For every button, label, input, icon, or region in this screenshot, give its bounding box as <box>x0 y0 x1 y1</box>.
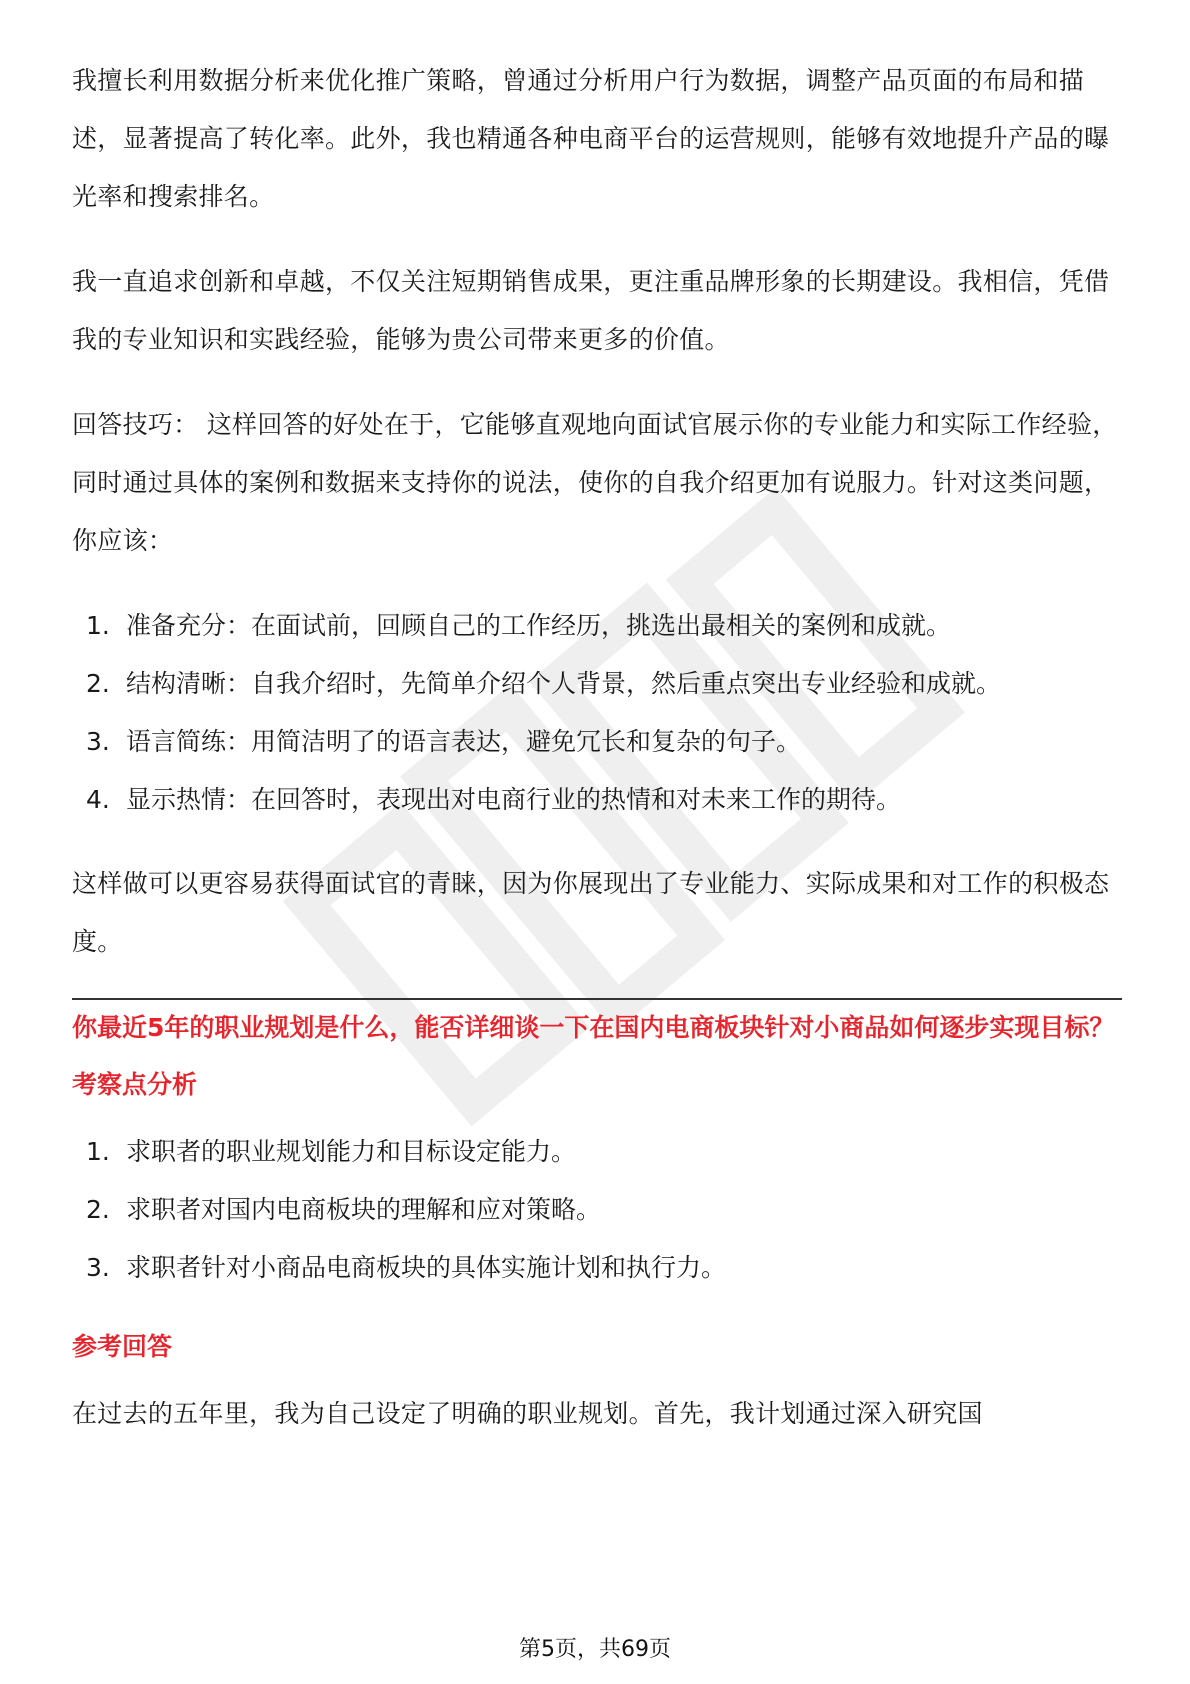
analysis-list <box>72 1123 1122 1297</box>
list-item: 2. 求职者对国内电商板块的理解和应对策略。 <box>86 1195 602 1224</box>
list-item: 3. 语言简练：用简洁明了的语言表达，避免冗长和复杂的句子。 <box>86 727 802 756</box>
answer-tips: 回答技巧： 这样回答的好处在于，它能够直观地向面试官展示你的专业能力和实际工作经验，同时通过具体的案例和数据来支持你的说法，使你的自我介绍更加有说服力。针对这类问题，你应该： <box>72 410 1118 555</box>
tips-list <box>72 597 1122 829</box>
page-content <box>72 52 1122 1470</box>
list-item: 1. 求职者的职业规划能力和目标设定能力。 <box>86 1137 577 1166</box>
analysis-heading: 考察点分析 <box>72 1070 198 1099</box>
list-item: 3. 求职者针对小商品电商板块的具体实施计划和执行力。 <box>86 1253 727 1282</box>
question-title: 你最近5年的职业规划是什么，能否详细谈一下在国内电商板块针对小商品如何逐步实现目标？ <box>72 1013 1115 1042</box>
list-item: 1. 准备充分：在面试前，回顾自己的工作经历，挑选出最相关的案例和成就。 <box>86 611 952 640</box>
reference-answer: 在过去的五年里，我为自己设定了明确的职业规划。首先，我计划通过深入研究国 <box>72 1399 983 1428</box>
paragraph: 我擅长利用数据分析来优化推广策略，曾通过分析用户行为数据，调整产品页面的布局和描述，显著提高了转化率。此外，我也精通各种电商平台的运营规则，能够有效地提升产品的曝光率和搜索排名。 <box>72 66 1110 211</box>
list-item: 2. 结构清晰：自我介绍时，先简单介绍个人背景，然后重点突出专业经验和成就。 <box>86 669 1002 698</box>
reference-heading: 参考回答 <box>72 1332 173 1361</box>
page-number: 第5页，共69页 <box>519 1637 671 1662</box>
conclusion: 这样做可以更容易获得面试官的青睐，因为你展现出了专业能力、实际成果和对工作的积极态度。 <box>72 869 1110 956</box>
section-divider <box>72 998 1122 1000</box>
list-item: 4. 显示热情：在回答时，表现出对电商行业的热情和对未来工作的期待。 <box>86 785 902 814</box>
paragraph: 我一直追求创新和卓越，不仅关注短期销售成果，更注重品牌形象的长期建设。我相信，凭借我的专业知识和实践经验，能够为贵公司带来更多的价值。 <box>72 267 1110 354</box>
